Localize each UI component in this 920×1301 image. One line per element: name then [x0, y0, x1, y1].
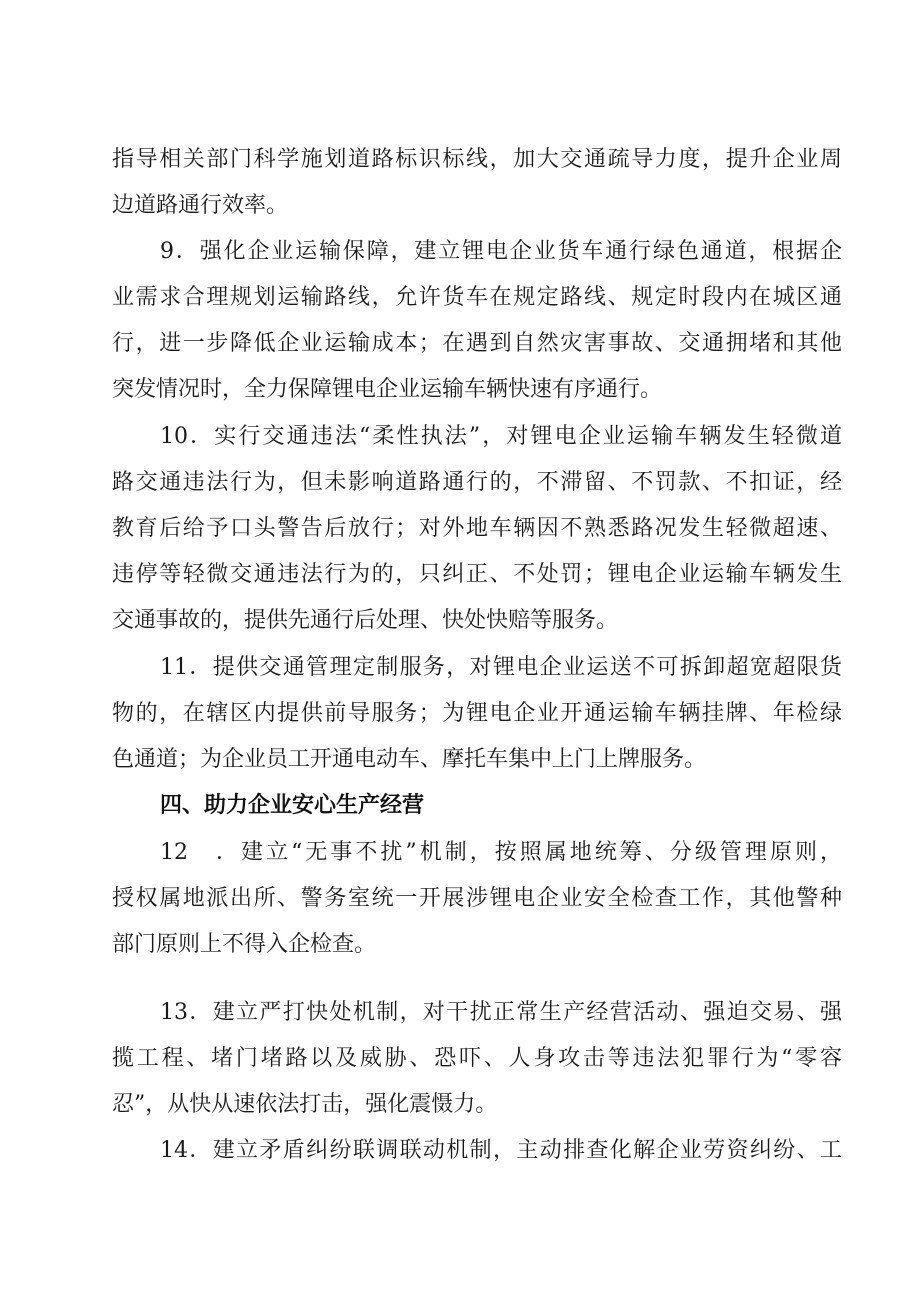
- paragraph-line: 边道路通行效率。: [112, 193, 289, 218]
- paragraph-line: 业需求合理规划运输路线，允许货车在规定路线、规定时段内在城区通: [112, 285, 842, 310]
- paragraph-line: 揽工程、堵门堵路以及威胁、恐吓、人身攻击等违法犯罪行为“零容: [112, 1046, 842, 1071]
- paragraph-line: 忍”，从快从速依法打击，强化震慑力。: [112, 1092, 498, 1117]
- paragraph-line: 违停等轻微交通违法行为的，只纠正、不处罚；锂电企业运输车辆发生: [112, 562, 842, 587]
- paragraph-line: 14．建立矛盾纠纷联调联动机制，主动排查化解企业劳资纠纷、工: [160, 1138, 842, 1163]
- paragraph-line: 13．建立严打快处机制，对干扰正常生产经营活动、强迫交易、强: [160, 1000, 842, 1025]
- paragraph-line: 9．强化企业运输保障，建立锂电企业货车通行绿色通道，根据企: [160, 239, 842, 264]
- paragraph-line: 授权属地派出所、警务室统一开展涉锂电企业安全检查工作，其他警种: [112, 886, 842, 911]
- paragraph-line: 指导相关部门科学施划道路标识标线，加大交通疏导力度，提升企业周: [112, 147, 842, 172]
- paragraph-line: 部门原则上不得入企检查。: [112, 932, 377, 957]
- paragraph-line: 交通事故的，提供先通行后处理、快处快赔等服务。: [112, 608, 619, 633]
- paragraph-line: 路交通违法行为，但未影响道路通行的，不滞留、不罚款、不扣证，经: [112, 470, 842, 495]
- paragraph-line: 突发情况时，全力保障锂电企业运输车辆快速有序通行。: [112, 377, 663, 402]
- paragraph-line: 行，进一步降低企业运输成本；在遇到自然灾害事故、交通拥堵和其他: [112, 331, 842, 356]
- paragraph-line: 11．提供交通管理定制服务，对锂电企业运送不可拆卸超宽超限货: [160, 655, 842, 680]
- paragraph-line: 12 ．建立“无事不扰”机制，按照属地统筹、分级管理原则，: [160, 840, 842, 865]
- paragraph-line: 物的，在辖区内提供前导服务；为锂电企业开通运输车辆挂牌、年检绿: [112, 701, 842, 726]
- paragraph-line: 教育后给予口头警告后放行；对外地车辆因不熟悉路况发生轻微超速、: [112, 516, 842, 541]
- paragraph-line: 10．实行交通违法“柔性执法”，对锂电企业运输车辆发生轻微道: [160, 424, 842, 449]
- paragraph-line: 色通道；为企业员工开通电动车、摩托车集中上门上牌服务。: [112, 747, 707, 772]
- section-heading: 四、助力企业安心生产经营: [160, 793, 425, 818]
